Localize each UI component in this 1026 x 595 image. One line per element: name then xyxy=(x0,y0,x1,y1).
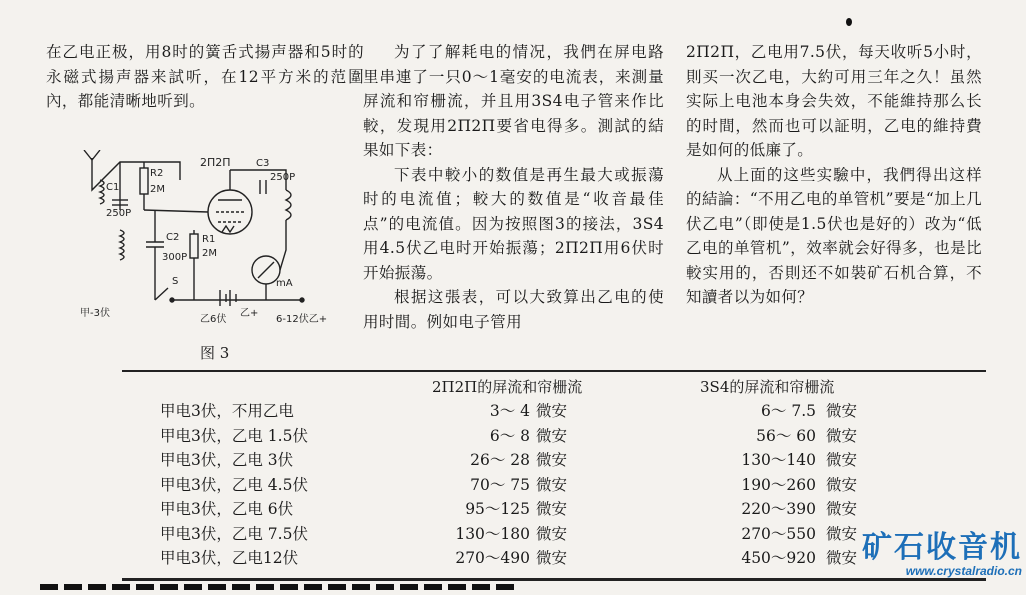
table-cell-u2: 微安 xyxy=(826,475,858,494)
table-cell-u1: 微安 xyxy=(536,426,568,445)
table-cell-u1: 微安 xyxy=(536,549,568,568)
paragraph: 根据这張表，可以大致算出乙电的使用时間。例如电子管用 xyxy=(363,288,664,331)
table-bottom-rule xyxy=(122,578,986,581)
figure-caption: 图 3 xyxy=(200,344,230,362)
table-row xyxy=(160,521,876,546)
paragraph: 下表中較小的数值是再生最大或振蕩时的电流值；較大的数值是“收音最佳点”的电流值。因为按照图3的接法，3S4用4.5伏乙电时开始振蕩；2П2П用6伏时开始振蕩。 xyxy=(363,165,664,282)
label-c1: C1 xyxy=(106,182,120,193)
table-cell-u1: 微安 xyxy=(536,500,568,519)
table-header-3s4: 3S4的屏流和帘栅流 xyxy=(700,378,835,396)
table-cell-v2: 56～ 60 xyxy=(756,426,816,445)
table-cell-v1: 70～ 75 xyxy=(470,475,530,494)
table-cell-v1: 6～ 8 xyxy=(489,426,530,445)
table-cell-v2: 450～920 xyxy=(741,549,816,568)
table-cell-u2: 微安 xyxy=(826,402,858,421)
watermark-title: 矿石收音机 xyxy=(862,530,1022,565)
table-cell-u2: 微安 xyxy=(826,426,858,445)
article-column-3 xyxy=(686,40,982,310)
table-cell-u2: 微安 xyxy=(826,451,858,470)
antenna-symbol xyxy=(84,150,100,180)
table-cell-cond: 甲电3伏，乙电 1.5伏 xyxy=(160,426,308,445)
label-r1-val: 2M xyxy=(202,248,217,259)
watermark-url: www.crystalradio.cn xyxy=(905,564,1022,578)
paragraph: 2П2П，乙电用7.5伏，每天收听5小时，則买一次乙电，大約可用三年之久！虽然实际上电池本身会失效，不能維持那么长的时間，然而也可以証明，乙电的維持費是如何的低廉了。 xyxy=(686,43,982,159)
paragraph: 从上面的这些实驗中，我們得出这样的結論：“不用乙电的单管机”要是“加上几伏乙电”（即使是1.5伏也是好的）改为“低乙电的单管机”，效率就会好得多，也是比較实用的，否則还不如裝矿石机合算，不知讀者以为如何？ xyxy=(686,165,982,306)
table-cell-v2: 220～390 xyxy=(741,500,816,519)
table-cell-v1: 95～125 xyxy=(465,500,530,519)
label-meter: mA xyxy=(276,278,293,289)
table-row xyxy=(160,545,876,570)
table-row xyxy=(160,496,876,521)
table-cell-cond: 甲电3伏，乙电 3伏 xyxy=(160,451,294,470)
paragraph: 在乙电正极，用8时的簧舌式揚声器和5时的永磁式揚声器来試听，在12平方米的范圍內，都能清晰地听到。 xyxy=(46,43,364,110)
label-r2: R2 xyxy=(150,168,164,179)
table-cell-cond: 甲电3伏，乙电 6伏 xyxy=(160,500,294,519)
label-switch: S xyxy=(172,276,179,287)
site-watermark xyxy=(862,532,1022,578)
table-cell-cond: 甲电3伏，不用乙电 xyxy=(160,402,294,421)
label-r2-val: 2M xyxy=(150,184,165,195)
label-yi-plus: 乙+ xyxy=(240,308,259,319)
table-cell-v2: 6～ 7.5 xyxy=(761,402,816,421)
table-cell-v1: 130～180 xyxy=(455,524,530,543)
vacuum-tube xyxy=(208,190,252,234)
label-c2-val: 300P xyxy=(162,252,188,263)
circuit-diagram xyxy=(80,150,342,332)
article-column-1 xyxy=(46,40,364,114)
table-cell-v2: 130～140 xyxy=(741,451,816,470)
current-table xyxy=(160,398,876,570)
label-c3-val: 250P xyxy=(270,172,296,183)
label-c1-val: 250P xyxy=(106,208,132,219)
table-cell-v1: 26～ 28 xyxy=(470,451,530,470)
table-cell-u2: 微安 xyxy=(826,500,858,519)
table-cell-cond: 甲电3伏，乙电12伏 xyxy=(160,549,299,568)
table-cell-v1: 270～490 xyxy=(455,549,530,568)
label-c3: C3 xyxy=(256,158,270,169)
table-header-2p2p: 2П2П的屏流和帘栅流 xyxy=(432,378,583,396)
table-cell-u1: 微安 xyxy=(536,475,568,494)
label-c2: C2 xyxy=(166,232,180,243)
table-cell-v2: 270～550 xyxy=(741,524,816,543)
headphone-symbol xyxy=(286,190,291,220)
table-top-rule xyxy=(122,370,986,372)
table-cell-u2: 微安 xyxy=(826,524,858,543)
label-jia-batt: 甲-3伏 xyxy=(80,308,110,319)
label-rest: 6-12伏乙+ xyxy=(276,314,328,325)
table-cell-u1: 微安 xyxy=(536,402,568,421)
table-row xyxy=(160,398,876,423)
table-cell-u2: 微安 xyxy=(826,549,858,568)
table-row xyxy=(160,447,876,472)
resistor-r1 xyxy=(190,234,198,258)
table-cell-cond: 甲电3伏，乙电 7.5伏 xyxy=(160,524,308,543)
paragraph: 为了了解耗电的情况，我們在屏电路里串連了一只0～1毫安的电流表，来測量屏流和帘栅流，并且用3S4电子管来作比較，发現用2П2П要省电得多。測試的結果如下表： xyxy=(363,43,664,159)
coil-l2 xyxy=(120,230,124,260)
coil-l1 xyxy=(100,180,104,204)
table-cell-v1: 3～ 4 xyxy=(489,402,530,421)
ink-speck xyxy=(846,18,852,26)
table-cell-u1: 微安 xyxy=(536,451,568,470)
table-cell-u1: 微安 xyxy=(536,524,568,543)
table-row xyxy=(160,423,876,448)
label-yi-batt: 乙6伏 xyxy=(200,314,227,325)
label-tube: 2П2П xyxy=(200,156,231,169)
table-row xyxy=(160,472,876,497)
table-cell-v2: 190～260 xyxy=(741,475,816,494)
label-r1: R1 xyxy=(202,234,216,245)
page-bottom-rule xyxy=(40,584,520,590)
table-cell-cond: 甲电3伏，乙电 4.5伏 xyxy=(160,475,308,494)
article-column-2 xyxy=(363,40,664,334)
resistor-r2 xyxy=(140,168,148,194)
switch-s xyxy=(155,288,168,300)
